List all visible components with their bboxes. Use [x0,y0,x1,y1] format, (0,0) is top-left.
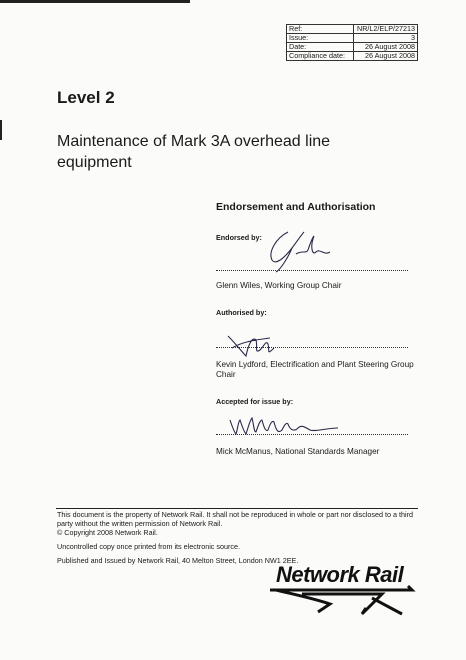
endorsed-by-label: Endorsed by: [216,233,262,242]
issue-label: Issue: [287,34,354,43]
copyright-notice: © Copyright 2008 Network Rail. [57,528,158,537]
authoriser-name: Kevin Lydford, Electrification and Plant Steering Group Chair [216,360,414,379]
acceptor-name: Mick McManus, National Standards Manager [216,447,380,456]
endorser-signature [258,226,338,276]
endorsement-heading: Endorsement and Authorisation [216,201,376,213]
accepted-by-label: Accepted for issue by: [216,397,294,406]
level-heading: Level 2 [57,88,115,107]
endorser-signature-line [216,270,408,271]
property-notice: This document is the property of Network Rail. It shall not be reproduced in whole or part nor disclosed to a third party without the written permission of Network Rail. [57,510,413,528]
scan-edge-mark [0,0,190,3]
compliance-date-value: 26 August 2008 [354,52,418,61]
network-rail-logo [262,562,422,620]
network-rail-double-arrow-icon [262,584,422,620]
scan-edge-mark-left [0,120,2,140]
publisher-notice: Published and Issued by Network Rail, 40 Melton Street, London NW1 2EE. [57,556,299,565]
issue-value: 3 [354,34,418,43]
footer-divider [56,508,418,509]
network-rail-wordmark: Network Rail [276,562,404,587]
date-label: Date: [287,43,354,52]
authorised-by-label: Authorised by: [216,308,267,317]
document-title: Maintenance of Mark 3A overhead line equipment [57,133,331,171]
authoriser-signature-line [216,347,408,348]
uncontrolled-copy-notice: Uncontrolled copy once printed from its electronic source. [57,542,240,551]
compliance-date-row [287,52,418,61]
endorser-name: Glenn Wiles, Working Group Chair [216,281,342,290]
ref-value: NR/L2/ELP/27213 [354,25,418,34]
ref-label: Ref: [287,25,354,34]
compliance-date-label: Compliance date: [287,52,354,61]
date-value: 26 August 2008 [354,43,418,52]
acceptor-signature-line [216,434,408,435]
authoriser-signature [222,326,280,362]
reference-table [286,24,418,61]
